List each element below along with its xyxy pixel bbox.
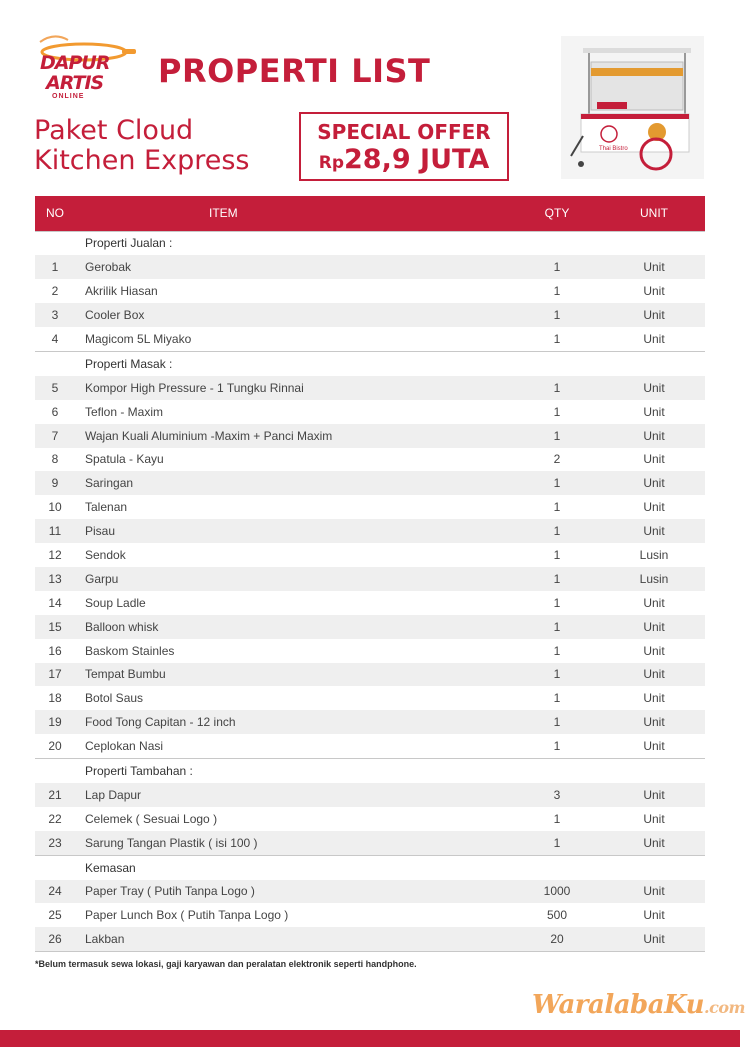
section-qty-cell bbox=[511, 351, 603, 375]
property-table bbox=[35, 196, 705, 952]
cell-unit: Unit bbox=[643, 715, 665, 730]
cell-item: Talenan bbox=[85, 500, 128, 515]
cell-item: Sarung Tangan Plastik ( isi 100 ) bbox=[85, 835, 258, 850]
table-row bbox=[35, 567, 705, 591]
offer-price-line bbox=[301, 144, 507, 179]
cell-no: 26 bbox=[35, 927, 75, 951]
table-row bbox=[35, 783, 705, 807]
cell-qty: 1 bbox=[553, 619, 561, 634]
cell-unit: Unit bbox=[643, 260, 665, 275]
cell-item: Gerobak bbox=[85, 260, 132, 275]
logo-word-dapur: DAPUR bbox=[40, 52, 110, 74]
cell-unit: Unit bbox=[643, 284, 665, 299]
special-offer-box bbox=[299, 112, 509, 181]
cell-qty: 1 bbox=[553, 500, 561, 515]
cell-item: Tempat Bumbu bbox=[85, 667, 166, 682]
table-header-row bbox=[35, 196, 705, 231]
cell-qty: 1 bbox=[553, 811, 561, 826]
cell-qty: 1 bbox=[553, 691, 561, 706]
cell-unit: Unit bbox=[643, 643, 665, 658]
table-row bbox=[35, 927, 705, 951]
cell-item: Baskom Stainles bbox=[85, 643, 175, 658]
logo-word-artis: ARTIS bbox=[46, 72, 104, 94]
table-row bbox=[35, 807, 705, 831]
cell-qty: 1 bbox=[553, 260, 561, 275]
cell-no: 17 bbox=[48, 667, 62, 682]
cell-no: 10 bbox=[48, 500, 62, 515]
table-row bbox=[35, 639, 705, 663]
cell-no: 20 bbox=[48, 739, 62, 754]
cell-item: Cooler Box bbox=[85, 308, 145, 323]
cell-item: Pisau bbox=[85, 524, 116, 539]
table-row bbox=[35, 543, 705, 567]
cell-item: Magicom 5L Miyako bbox=[85, 332, 192, 346]
logo-word-online: ONLINE bbox=[52, 93, 85, 100]
brand-accent: Ku bbox=[664, 990, 705, 1020]
section-unit-cell bbox=[603, 759, 705, 783]
section-qty-cell bbox=[511, 855, 603, 879]
table-row bbox=[35, 710, 705, 734]
section-no-cell bbox=[35, 351, 75, 375]
cell-no: 21 bbox=[48, 787, 62, 802]
table-row bbox=[35, 519, 705, 543]
cell-no: 18 bbox=[48, 691, 62, 706]
table-row bbox=[35, 831, 705, 855]
table-row bbox=[35, 303, 705, 327]
cell-no: 9 bbox=[51, 476, 59, 491]
cell-item: Lakban bbox=[75, 927, 511, 951]
cell-item: Soup Ladle bbox=[85, 595, 146, 610]
cell-no: 8 bbox=[51, 452, 59, 467]
section-header-row bbox=[35, 855, 705, 879]
table-row bbox=[35, 279, 705, 303]
section-no-cell bbox=[35, 231, 75, 255]
cell-no: 15 bbox=[48, 619, 62, 634]
cell-qty: 1 bbox=[553, 548, 561, 563]
cell-item: Wajan Kuali Aluminium -Maxim + Panci Maxim bbox=[85, 428, 333, 443]
page-title: PROPERTI LIST bbox=[158, 52, 431, 90]
cell-qty: 1 bbox=[553, 284, 561, 299]
section-unit-cell bbox=[603, 351, 705, 375]
cell-item: Spatula - Kayu bbox=[85, 452, 164, 467]
cell-qty: 1 bbox=[553, 524, 561, 539]
cell-qty: 1 bbox=[553, 308, 561, 323]
cell-unit: Unit bbox=[643, 691, 665, 706]
table-row bbox=[35, 255, 705, 279]
cell-item: Food Tong Capitan - 12 inch bbox=[85, 715, 236, 730]
cell-item: Botol Saus bbox=[85, 691, 144, 706]
cell-unit: Unit bbox=[643, 476, 665, 491]
section-title: Properti Masak : bbox=[75, 351, 511, 375]
cell-unit: Unit bbox=[643, 380, 665, 395]
cell-item: Paper Lunch Box ( Putih Tanpa Logo ) bbox=[85, 908, 289, 923]
table-row bbox=[35, 734, 705, 758]
waralabaku-logo bbox=[532, 990, 745, 1020]
cell-item: Sendok bbox=[85, 548, 126, 563]
table-row bbox=[35, 327, 705, 351]
cell-unit: Unit bbox=[643, 739, 665, 754]
cell-item: Lap Dapur bbox=[85, 787, 142, 802]
cell-no: 7 bbox=[51, 428, 59, 443]
section-qty-cell bbox=[511, 759, 603, 783]
cell-qty: 1 bbox=[553, 404, 561, 419]
section-title: Properti Jualan : bbox=[75, 231, 511, 255]
cell-qty: 20 bbox=[511, 927, 603, 951]
package-name bbox=[34, 116, 250, 176]
cell-no: 2 bbox=[51, 284, 59, 299]
table-row bbox=[35, 400, 705, 424]
cell-unit: Unit bbox=[643, 619, 665, 634]
offer-currency: Rp bbox=[318, 153, 345, 173]
cell-no: 3 bbox=[51, 308, 59, 323]
cell-qty: 1 bbox=[553, 428, 561, 443]
cell-unit: Unit bbox=[643, 308, 665, 323]
cell-item: Saringan bbox=[85, 476, 134, 491]
table-row bbox=[35, 424, 705, 448]
cell-no: 4 bbox=[51, 332, 59, 346]
section-title: Kemasan bbox=[75, 855, 511, 879]
cell-item: Paper Tray ( Putih Tanpa Logo ) bbox=[85, 884, 255, 899]
brand-suffix: .com bbox=[704, 998, 745, 1017]
cell-qty: 1 bbox=[553, 380, 561, 395]
cell-unit: Unit bbox=[643, 404, 665, 419]
cell-no: 22 bbox=[48, 811, 62, 826]
section-title: Properti Tambahan : bbox=[75, 759, 511, 783]
brand-text: Waralaba bbox=[532, 990, 665, 1020]
cell-qty: 1 bbox=[553, 476, 561, 491]
cell-no: 24 bbox=[48, 884, 62, 899]
table-row bbox=[35, 903, 705, 927]
cell-no: 23 bbox=[48, 835, 62, 850]
offer-price: 28,9 JUTA bbox=[344, 144, 490, 175]
cell-unit: Unit bbox=[643, 835, 665, 850]
cell-no: 6 bbox=[51, 404, 59, 419]
table-row bbox=[35, 448, 705, 472]
cell-unit: Unit bbox=[603, 927, 705, 951]
cell-qty: 1 bbox=[553, 571, 561, 586]
package-name-line2: Kitchen Express bbox=[34, 145, 250, 176]
section-no-cell bbox=[35, 855, 75, 879]
cell-no: 14 bbox=[48, 595, 62, 610]
section-header-row bbox=[35, 231, 705, 255]
cell-qty: 2 bbox=[553, 452, 561, 467]
section-header-row bbox=[35, 351, 705, 375]
cell-unit: Lusin bbox=[639, 571, 669, 586]
cell-no: 25 bbox=[48, 908, 62, 923]
cell-qty: 1 bbox=[553, 643, 561, 658]
section-unit-cell bbox=[603, 231, 705, 255]
header-item: ITEM bbox=[209, 206, 238, 221]
cell-item: Garpu bbox=[85, 571, 119, 586]
cell-qty: 1 bbox=[553, 595, 561, 610]
cell-qty: 1 bbox=[553, 739, 561, 754]
table-row bbox=[35, 663, 705, 687]
header-no: NO bbox=[46, 206, 64, 221]
footer-bar bbox=[0, 1030, 740, 1047]
cell-item: Kompor High Pressure - 1 Tungku Rinnai bbox=[85, 380, 304, 395]
cell-no: 5 bbox=[51, 380, 59, 395]
table-row bbox=[35, 471, 705, 495]
package-name-line1: Paket Cloud bbox=[34, 115, 194, 146]
cell-item: Balloon whisk bbox=[85, 619, 159, 634]
cell-qty: 500 bbox=[546, 908, 568, 923]
table-row bbox=[35, 495, 705, 519]
cell-unit: Unit bbox=[643, 787, 665, 802]
cell-no: 12 bbox=[48, 548, 62, 563]
cell-unit: Unit bbox=[643, 908, 665, 923]
cell-no: 16 bbox=[48, 643, 62, 658]
cell-item: Akrilik Hiasan bbox=[85, 284, 158, 299]
cell-qty: 1 bbox=[553, 332, 561, 346]
header-qty: QTY bbox=[544, 206, 570, 221]
cell-item: Celemek ( Sesuai Logo ) bbox=[85, 811, 218, 826]
footnote: *Belum termasuk sewa lokasi, gaji karyawan dan peralatan elektronik seperti handphone. bbox=[35, 959, 417, 969]
cell-qty: 1 bbox=[553, 667, 561, 682]
table-row bbox=[35, 880, 705, 904]
cell-item: Ceplokan Nasi bbox=[85, 739, 164, 754]
table-row bbox=[35, 615, 705, 639]
table-row bbox=[35, 686, 705, 710]
section-header-row bbox=[35, 759, 705, 783]
section-qty-cell bbox=[511, 231, 603, 255]
cell-unit: Unit bbox=[643, 452, 665, 467]
cell-unit: Unit bbox=[643, 332, 665, 346]
cell-qty: 3 bbox=[553, 787, 561, 802]
cell-no: 1 bbox=[51, 260, 59, 275]
cell-unit: Unit bbox=[643, 428, 665, 443]
table-row bbox=[35, 376, 705, 400]
cell-qty: 1000 bbox=[543, 884, 571, 899]
cell-unit: Unit bbox=[643, 500, 665, 515]
cell-no: 13 bbox=[48, 571, 62, 586]
cell-no: 19 bbox=[48, 715, 62, 730]
cell-qty: 1 bbox=[553, 835, 561, 850]
cart-sign-text: Thai Bistro bbox=[599, 146, 628, 152]
offer-label: SPECIAL OFFER bbox=[317, 120, 491, 144]
cell-unit: Lusin bbox=[639, 548, 669, 563]
cell-unit: Unit bbox=[643, 595, 665, 610]
cell-qty: 1 bbox=[553, 715, 561, 730]
dapur-artis-logo bbox=[34, 34, 144, 104]
cell-unit: Unit bbox=[643, 811, 665, 826]
section-unit-cell bbox=[603, 855, 705, 879]
cell-unit: Unit bbox=[643, 884, 665, 899]
section-no-cell bbox=[35, 759, 75, 783]
cell-item: Teflon - Maxim bbox=[85, 404, 164, 419]
table-row bbox=[35, 591, 705, 615]
header-unit: UNIT bbox=[640, 206, 668, 221]
cell-unit: Unit bbox=[643, 524, 665, 539]
food-cart-image bbox=[561, 36, 704, 179]
cell-unit: Unit bbox=[643, 667, 665, 682]
cell-no: 11 bbox=[48, 524, 62, 539]
